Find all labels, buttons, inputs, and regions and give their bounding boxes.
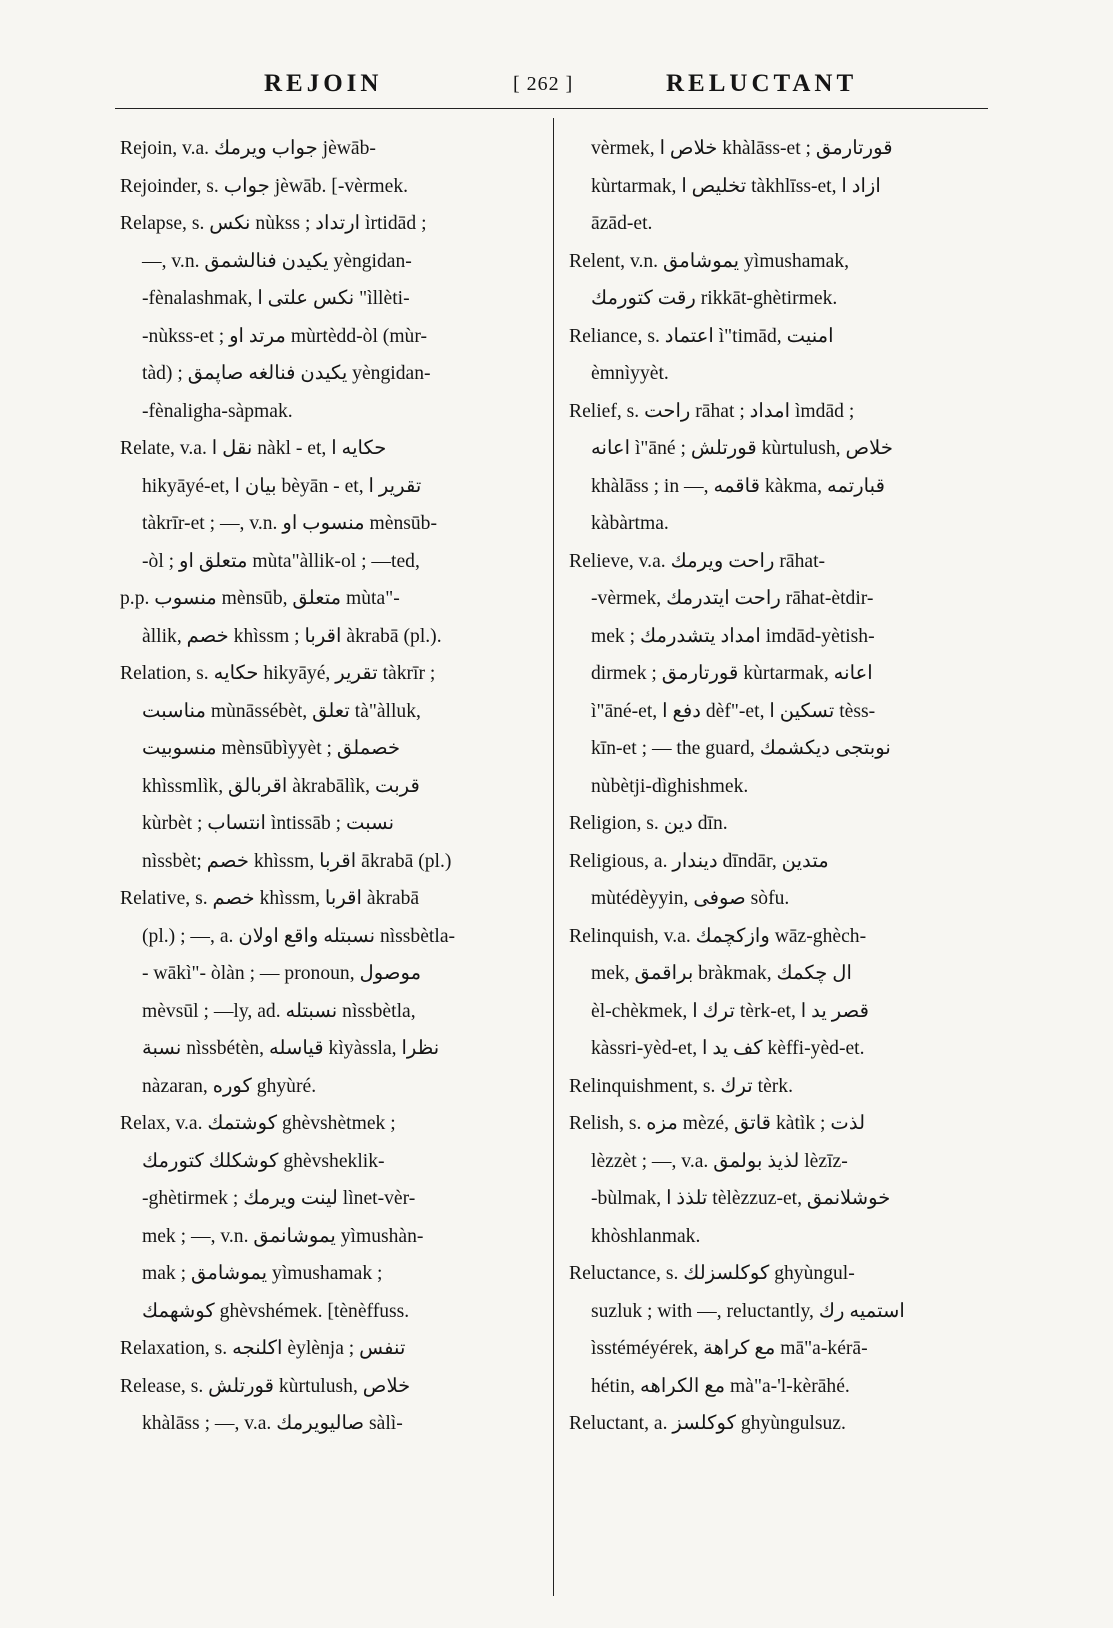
dictionary-line: khàlāss ; —, v.a. صالیویرمك sàlì- [142,1413,403,1434]
dictionary-line: Relieve, v.a. راحت ویرمك rāhat- [569,550,826,572]
dictionary-line: Reluctant, a. كوكلسز ghyùngulsuz. [569,1413,846,1434]
header-right-catchword: RELUCTANT [666,70,858,97]
dictionary-line: -òl ; متعلق او mùta"àllik-ol ; —ted, [142,550,420,572]
dictionary-line: Relax, v.a. كوشتمك ghèvshètmek ; [120,1113,396,1134]
dictionary-line: نسبة nìssbétèn, قیاسله kìyàssla, نظرا [142,1038,440,1059]
dictionary-line: -bùlmak, تلذذ ا tèlèzzuz-et, خوشلانمق [591,1188,891,1209]
dictionary-line: Relief, s. راحت rāhat ; امداد ìmdād ; [569,400,855,422]
dictionary-line: èl-chèkmek, ترك ا tèrk-et, قصر ید ا [591,1000,869,1022]
dictionary-line: lèzzèt ; —, v.a. لذیذ بولمق lèzīz- [591,1150,848,1172]
dictionary-line: ìsstéméyérek, مع كراهة mā"a-kérā- [591,1338,868,1359]
dictionary-line: kàssri-yèd-et, كف ید ا kèffi-yèd-et. [591,1038,865,1059]
dictionary-line: mùtédèyyin, صوفی sòfu. [591,888,790,909]
dictionary-line: khòshlanmak. [591,1225,701,1247]
dictionary-line: nìssbèt; خصم khìssm, اقربا ākrabā (pl.) [142,850,452,872]
dictionary-line: hétin, مع الكراهه mà"a-'l-kèrāhé. [591,1375,850,1397]
dictionary-line: Relative, s. خصم khìssm, اقربا àkrabā [120,888,420,909]
dictionary-line: Relate, v.a. نقل ا nàkl - et, حكایه ا [120,438,387,459]
dictionary-line: (pl.) ; —, a. نسبتله واقع اولان nìssbètla- [142,925,456,947]
dictionary-line: ì"āné-et, دفع ا dèf"-et, تسكین ا tèss- [591,700,876,722]
dictionary-line: mek ; امداد یتشدرمك imdād-yètish- [591,625,875,647]
dictionary-line: Relapse, s. نكس nùkss ; ارتداد ìrtidād ; [120,213,427,234]
dictionary-line: suzluk ; with —, reluctantly, استمیه رك [591,1300,905,1322]
dictionary-line: - wākì"- òlàn ; — pronoun, موصول [142,963,422,984]
running-header [128,70,985,104]
dictionary-line: mek, براقمق bràkmak, ال چكمك [591,963,852,984]
dictionary-line: khìssmlìk, اقربالق àkrabālìk, قربت [142,775,420,797]
dictionary-line: Reliance, s. اعتماد ì"timād, امنیت [569,325,834,347]
column-divider [553,118,554,1596]
dictionary-line: -ghètirmek ; لینت ویرمك lìnet-vèr- [142,1188,416,1209]
dictionary-line: kàbàrtma. [591,513,669,534]
dictionary-line: Relish, s. مزه mèzé, قاتق kàtìk ; لذت [569,1113,866,1134]
dictionary-line: kùrbèt ; انتساب ìntissāb ; نسبت [142,813,395,834]
dictionary-line: رقت كتورمك rikkāt-ghètirmek. [591,288,838,309]
dictionary-line: tàkrīr-et ; —, v.n. منسوب او mènsūb- [142,513,438,534]
dictionary-line: tàd) ; یكیدن فنالغه صاپمق yèngidan- [142,363,431,384]
dictionary-line: Relent, v.n. یموشامق yìmushamak, [569,250,850,272]
dictionary-line: vèrmek, خلاص ا khàlāss-et ; قورتارمق [591,138,893,159]
header-left-catchword: REJOIN [264,70,383,97]
dictionary-line: كوشهمك ghèvshémek. [tènèffuss. [142,1300,410,1322]
dictionary-line: hikyāyé-et, بیان ا bèyān - et, تقریر ا [142,475,422,497]
dictionary-line: مناسبت mùnāssébèt, تعلق tà"àlluk, [142,700,421,722]
dictionary-line: kùrtarmak, تخلیص ا tàkhlīss-et, ازاد ا [591,175,881,197]
dictionary-line: kīn-et ; — the guard, نوبتجی دیكشمك [591,738,891,759]
dictionary-line: —, v.n. یكیدن فنالشمق yèngidan- [142,250,412,272]
dictionary-line: nàzaran, كوره ghyùré. [142,1075,317,1097]
dictionary-line: Rejoinder, s. جواب jèwāb. [-vèrmek. [120,175,409,197]
dictionary-line: àllik, خصم khìssm ; اقربا àkrabā (pl.). [142,625,442,647]
header-rule [115,108,988,109]
left-column [120,130,536,1443]
dictionary-line: nùbètji-dìghishmek. [591,775,749,797]
dictionary-line: Relinquish, v.a. وازكچمك wāz-ghèch- [569,925,867,947]
dictionary-line: mèvsūl ; —ly, ad. نسبتله nìssbètla, [142,1000,416,1022]
dictionary-line: Religion, s. دین dīn. [569,813,728,834]
dictionary-line: Religious, a. دیندار dīndār, متدین [569,850,829,872]
dictionary-line: èmnìyyèt. [591,363,669,384]
dictionary-line: āzād-et. [591,213,653,234]
dictionary-line: اعانه ì"āné ; قورتلش kùrtulush, خلاص [591,438,893,459]
right-column [569,130,985,1443]
dictionary-line: Rejoin, v.a. جواب ویرمك jèwāb- [120,138,376,159]
dictionary-line: Release, s. قورتلش kùrtulush, خلاص [120,1375,411,1397]
dictionary-line: -fènaligha-sàpmak. [142,400,293,422]
dictionary-line: Relinquishment, s. ترك tèrk. [569,1075,793,1097]
dictionary-line: كوشكلك كتورمك ghèvsheklik- [142,1150,385,1172]
dictionary-line: -fènalashmak, نكس علتی ا "ìllèti- [142,288,410,309]
dictionary-line: dirmek ; قورتارمق kùrtarmak, اعانه [591,663,873,684]
dictionary-line: p.p. منسوب mènsūb, متعلق mùta"- [120,588,400,609]
dictionary-line: Relation, s. حكایه hikyāyé, تقریر tàkrīr ; [120,663,436,684]
dictionary-line: khàlāss ; in —, قاقمه kàkma, قبارتمه [591,475,885,497]
dictionary-line: منسوبیت mènsūbìyyèt ; خصملق [142,738,401,759]
page-number: [ 262 ] [513,73,574,95]
dictionary-line: -nùkss-et ; مرتد او mùrtèdd-òl (mùr- [142,325,428,347]
dictionary-line: Relaxation, s. اكلنجه èylènja ; تنفس [120,1338,406,1359]
dictionary-line: mek ; —, v.n. یموشانمق yìmushàn- [142,1225,424,1247]
dictionary-line: -vèrmek, راحت ایتدرمك rāhat-ètdir- [591,588,874,609]
dictionary-line: Reluctance, s. كوكلسزلك ghyùngul- [569,1263,855,1284]
dictionary-line: mak ; یموشامق yìmushamak ; [142,1263,383,1284]
